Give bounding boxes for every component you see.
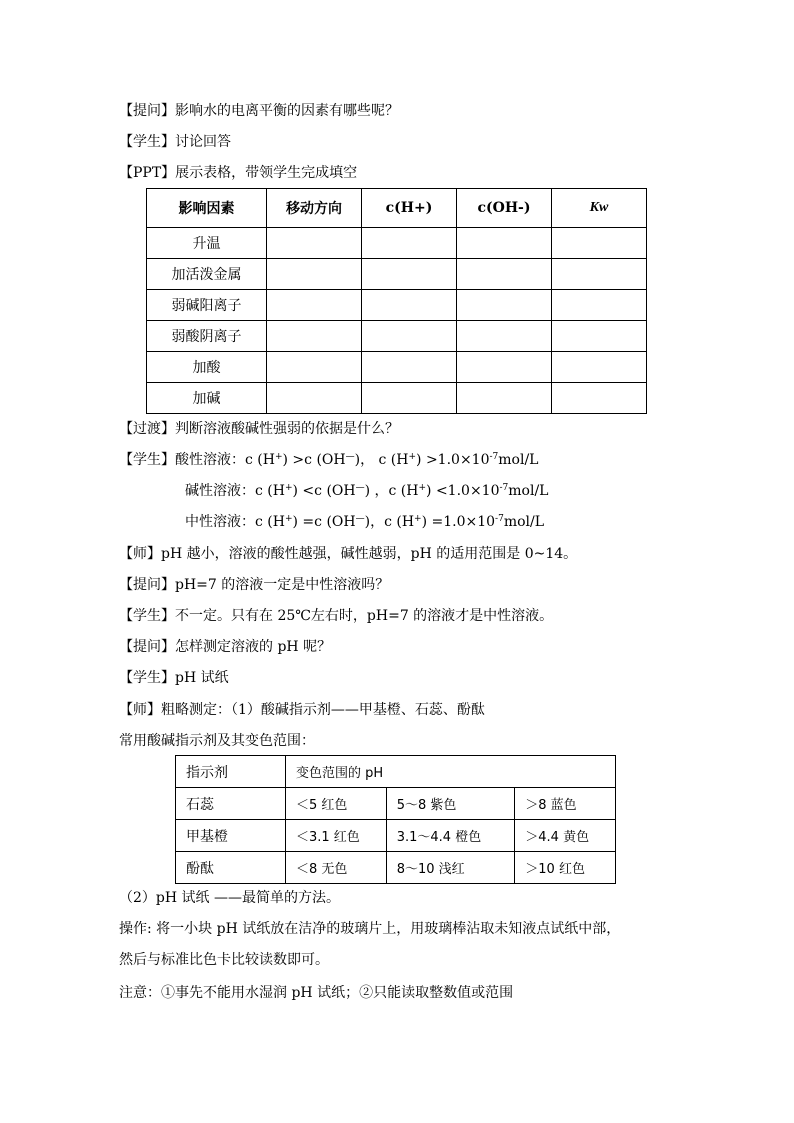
line-teacher-ph: 【师】pH 越小，溶液的酸性越强，碱性越弱，pH 的适用范围是 0~14。 (119, 546, 578, 562)
blank-cell[interactable] (552, 228, 647, 259)
indicator-name: 甲基橙 (176, 820, 286, 852)
line-neutral: 中性溶液：c (H+) =c (OH—)，c $(H^+) =1.0\times 10^{-7}mol/L$ (185, 514, 545, 530)
factor-cell: 加碱 (147, 383, 267, 414)
line-question-1: 【提问】影响水的电离平衡的因素有哪些呢？ (119, 103, 399, 119)
blank-cell[interactable] (267, 290, 362, 321)
line-transition: 【过渡】判断溶液酸碱性强弱的依据是什么？ (119, 421, 399, 437)
header-coh: c(OH-) (457, 189, 552, 228)
range-mid: 8～10 浅红 (386, 852, 515, 884)
factor-cell: 弱碱阳离子 (147, 290, 267, 321)
blank-cell[interactable] (457, 383, 552, 414)
factor-cell: 加活泼金属 (147, 259, 267, 290)
range-high: ＞10 红色 (515, 852, 616, 884)
blank-cell[interactable] (552, 383, 647, 414)
blank-cell[interactable] (552, 321, 647, 352)
table-header-row (147, 189, 647, 228)
blank-cell[interactable] (267, 321, 362, 352)
line-indicator-intro: 常用酸碱指示剂及其变色范围： (119, 733, 315, 749)
blank-cell[interactable] (362, 352, 457, 383)
header-ch: c(H+) (362, 189, 457, 228)
table-row (147, 321, 647, 352)
header-range: 变色范围的 pH (286, 756, 616, 788)
line-notes: 注意：①事先不能用水湿润 pH 试纸；②只能读取整数值或范围 (119, 985, 514, 1001)
indicator-name: 石蕊 (176, 788, 286, 820)
table-header-row (176, 756, 616, 788)
header-indicator: 指示剂 (176, 756, 286, 788)
line-operation: 操作: 将一小块 pH 试纸放在洁净的玻璃片上，用玻璃棒沾取未知液点试纸中部， (119, 921, 621, 937)
blank-cell[interactable] (457, 352, 552, 383)
influence-factors-table (146, 188, 647, 414)
blank-cell[interactable] (457, 228, 552, 259)
table-row (176, 820, 616, 852)
line-teacher-measure: 【师】粗略测定：（1）酸碱指示剂——甲基橙、石蕊、酚酞 (119, 702, 485, 718)
blank-cell[interactable] (267, 383, 362, 414)
blank-cell[interactable] (552, 352, 647, 383)
range-high: ＞4.4 黄色 (515, 820, 616, 852)
table-row (147, 259, 647, 290)
blank-cell[interactable] (362, 290, 457, 321)
line-student-3: 【学生】pH 试纸 (119, 670, 229, 686)
line-student-1: 【学生】讨论回答 (119, 134, 231, 150)
factor-cell: 弱酸阴离子 (147, 321, 267, 352)
blank-cell[interactable] (267, 259, 362, 290)
indicator-table (175, 755, 616, 884)
header-kw: Kw (552, 189, 647, 228)
header-factor: 影响因素 (147, 189, 267, 228)
table-row (147, 383, 647, 414)
range-low: ＜5 红色 (286, 788, 387, 820)
blank-cell[interactable] (362, 321, 457, 352)
header-direction: 移动方向 (267, 189, 362, 228)
blank-cell[interactable] (362, 259, 457, 290)
blank-cell[interactable] (552, 290, 647, 321)
line-ph-paper: （2）pH 试纸 ——最简单的方法。 (119, 890, 340, 906)
blank-cell[interactable] (552, 259, 647, 290)
table-row (147, 228, 647, 259)
blank-cell[interactable] (457, 321, 552, 352)
table-row (147, 290, 647, 321)
range-low: ＜8 无色 (286, 852, 387, 884)
blank-cell[interactable] (457, 290, 552, 321)
range-low: ＜3.1 红色 (286, 820, 387, 852)
line-basic: 碱性溶液：c (H+) <c (OH—) ，c $(H^+) <1.0\times 10^{-7}mol/L$ (185, 483, 549, 499)
factor-cell: 升温 (147, 228, 267, 259)
range-mid: 3.1～4.4 橙色 (386, 820, 515, 852)
range-high: ＞8 蓝色 (515, 788, 616, 820)
blank-cell[interactable] (267, 352, 362, 383)
factor-cell: 加酸 (147, 352, 267, 383)
line-acidic: 【学生】酸性溶液：c (H+) >c (OH—)， c $(H^+) >1.0\times 10^{-7}mol/L$ (119, 452, 539, 468)
blank-cell[interactable] (457, 259, 552, 290)
range-mid: 5～8 紫色 (386, 788, 515, 820)
table-row (176, 852, 616, 884)
table-row (147, 352, 647, 383)
table-row (176, 788, 616, 820)
indicator-name: 酚酞 (176, 852, 286, 884)
line-operation-cont: 然后与标准比色卡比较读数即可。 (119, 952, 329, 968)
line-student-2: 【学生】不一定。只有在 25℃左右时，pH=7 的溶液才是中性溶液。 (119, 608, 554, 624)
line-ppt: 【PPT】展示表格，带领学生完成填空 (119, 165, 358, 181)
line-question-2: 【提问】pH=7 的溶液一定是中性溶液吗？ (119, 577, 390, 593)
blank-cell[interactable] (362, 383, 457, 414)
blank-cell[interactable] (362, 228, 457, 259)
line-question-3: 【提问】怎样测定溶液的 pH 呢？ (119, 639, 332, 655)
blank-cell[interactable] (267, 228, 362, 259)
